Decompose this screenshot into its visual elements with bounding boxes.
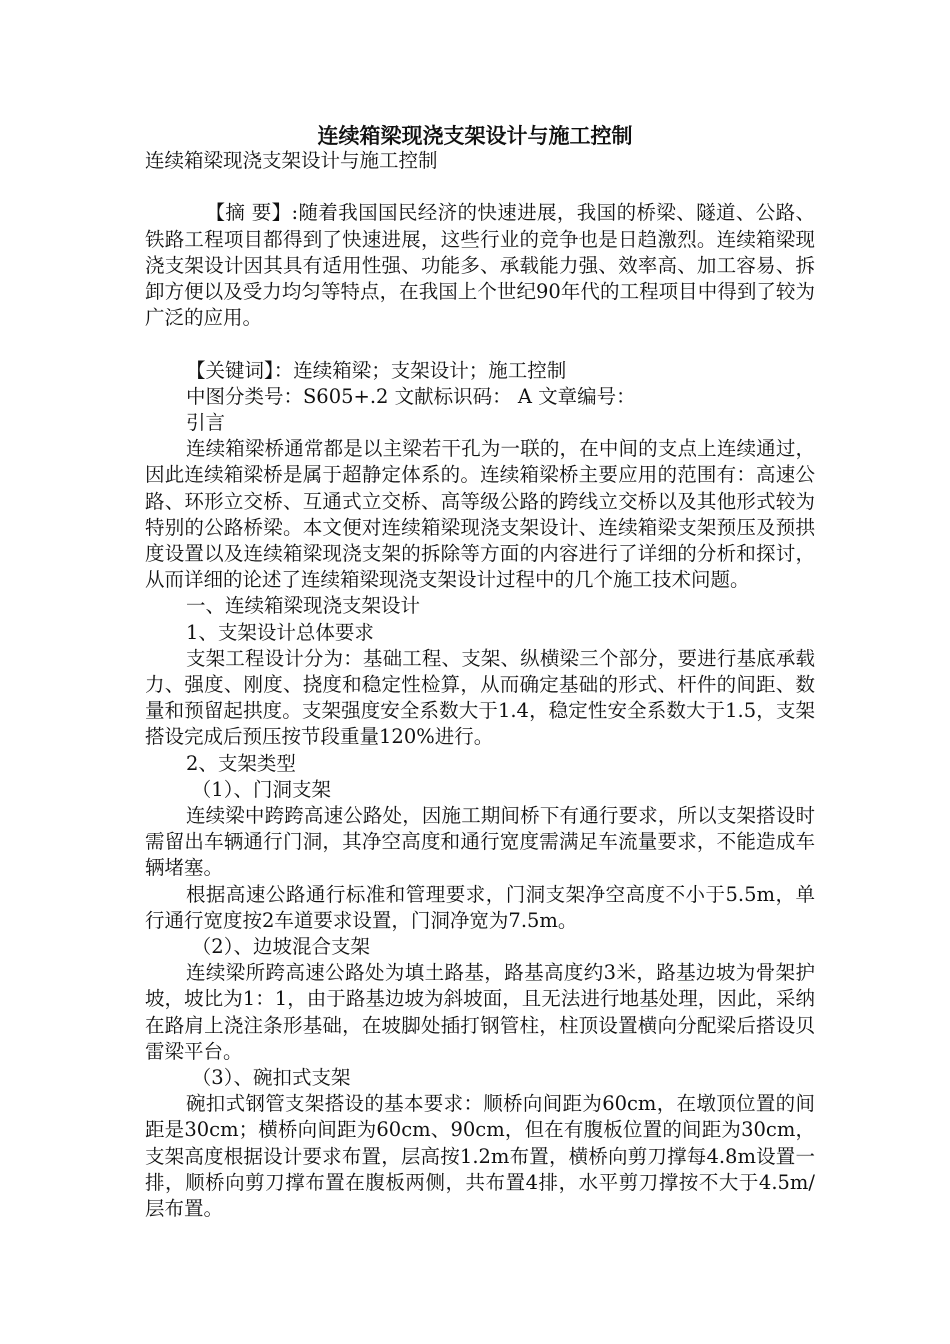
type2-paragraph: 连续梁所跨高速公路处为填土路基，路基高度约3米，路基边坡为骨架护坡，坡比为1：1，由于路基边坡为斜坡面，且无法进行地基处理，因此，采纳在路肩上浇注条形基础，在坡脚处插打钢管柱，柱顶设置横向分配梁后搭设贝雷梁平台。 xyxy=(145,961,815,1063)
document-body xyxy=(145,148,815,1222)
document-title: 连续箱梁现浇支架设计与施工控制 xyxy=(317,123,633,148)
document-subtitle: 连续箱梁现浇支架设计与施工控制 xyxy=(145,149,438,172)
paragraph-spacer xyxy=(145,174,815,200)
paragraph-spacer xyxy=(145,331,815,357)
type3-paragraph: 碗扣式钢管支架搭设的基本要求：顺桥向间距为60cm，在墩顶位置的间距是30cm；横桥向间距为60cm、90cm，但在有腹板位置的间距为30cm，支架高度根据设计要求布置，层高按1.2m布置，横桥向剪刀撑每4.8m设置一排，顺桥向剪刀撑布置在腹板两侧，共布置4排，水平剪刀撑按不大于4.5m/层布置。 xyxy=(145,1092,815,1221)
intro-heading: 引言 xyxy=(185,411,225,434)
keywords-line: 【关键词】：连续箱梁；支架设计；施工控制 xyxy=(185,358,567,382)
type1-paragraph-2: 根据高速公路通行标准和管理要求，门洞支架净空高度不小于5.5m，单行通行宽度按2车道要求设置，门洞净宽为7.5m。 xyxy=(145,882,815,932)
intro-paragraph: 连续箱梁桥通常都是以主梁若干孔为一联的，在中间的支点上连续通过，因此连续箱梁桥是属于超静定体系的。连续箱梁桥主要应用的范围有：高速公路、环形立交桥、互通式立交桥、高等级公路的跨线立交桥以及其他形式较为特别的公路桥梁。本文便对连续箱梁现浇支架设计、连续箱梁支架预压及预拱度设置以及连续箱梁现浇支架的拆除等方面的内容进行了详细的分析和探讨，从而详细的论述了连续箱梁现浇支架设计过程中的几个施工技术问题。 xyxy=(145,437,815,592)
subsection2-heading: 2、支架类型 xyxy=(185,751,296,775)
type1-paragraph-1: 连续梁中跨跨高速公路处，因施工期间桥下有通行要求，所以支架搭设时需留出车辆通行门洞，其净空高度和通行宽度需满足车流量要求，不能造成车辆堵塞。 xyxy=(145,804,815,880)
subsection1-paragraph: 支架工程设计分为：基础工程、支架、纵横梁三个部分，要进行基底承载力、强度、刚度、挠度和稳定性检算，从而确定基础的形式、杆件的间距、数量和预留起拱度。支架强度安全系数大于1.4，稳定性安全系数大于1.5，支架搭设完成后预压按节段重量120%进行。 xyxy=(145,646,815,749)
type2-heading: （2）、边坡混合支架 xyxy=(191,935,370,959)
type1-heading: （1）、门洞支架 xyxy=(191,777,331,801)
section1-heading: 一、连续箱梁现浇支架设计 xyxy=(185,594,420,618)
abstract-paragraph: 【摘 要】:随着我国国民经济的快速进展，我国的桥梁、隧道、公路、铁路工程项目都得到了快速进展，这些行业的竞争也是日趋激烈。连续箱梁现浇支架设计因其具有适用性强、功能多、承载能力强、效率高、加工容易、拆卸方便以及受力均匀等特点，在我国上个世纪90年代的工程项目中得到了较为广泛的应用。 xyxy=(145,201,815,330)
classification-line: 中图分类号：S605+.2 文献标识码： A 文章编号： xyxy=(185,384,636,408)
subsection1-heading: 1、支架设计总体要求 xyxy=(185,620,374,644)
type3-heading: （3）、碗扣式支架 xyxy=(191,1066,351,1090)
